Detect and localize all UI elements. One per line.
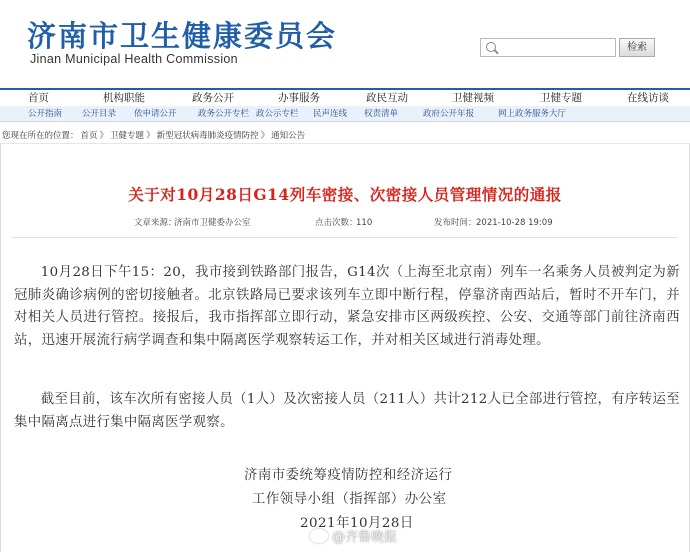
sub-nav-gov-column[interactable]: 政务公开专栏 [198,109,250,119]
search-button[interactable]: 检索 [619,38,655,57]
sub-nav [0,106,690,122]
breadcrumb-prefix: 您现在所在的位置： [2,131,79,141]
breadcrumb [0,128,690,144]
clicks-label: 点击次数： [315,218,358,228]
breadcrumb-separator: 》 [146,131,155,141]
site-title-english: Jinan Municipal Health Commission [30,52,238,66]
date-value: 2021-10-28 19:09 [476,218,553,228]
article-title: 关于对10月28日G14列车密接、次密接人员管理情况的通报 [128,185,562,204]
signature-date: 2021年10月28日 [300,516,414,531]
sub-nav-notice-column[interactable]: 政公示专栏 [256,109,299,119]
clicks-value: 110 [356,218,373,228]
signature-org-line1: 济南市委统筹疫情防控和经济运行 [244,468,453,483]
breadcrumb-topics[interactable]: 卫健专题 [110,131,145,141]
sub-nav-catalog[interactable]: 公开目录 [82,109,117,119]
breadcrumb-separator: 》 [99,131,109,141]
search-input[interactable] [480,38,616,57]
nav-item-interaction[interactable]: 政民互动 [366,92,408,104]
article-paragraph: 截至目前，该车次所有密接人员（1人）及次密接人员（211人）共计212人已全部进行管控，有序转运至集中隔离点进行集中隔离医学观察。 [14,392,680,430]
nav-item-services[interactable]: 办事服务 [278,92,320,104]
date-label: 发布时间： [434,218,477,228]
breadcrumb-home[interactable]: 首页 [80,131,98,141]
nav-item-institution[interactable]: 机构职能 [103,92,145,104]
sub-nav-guide[interactable]: 公开指南 [28,109,63,119]
main-nav [0,88,690,106]
search-icon [486,42,496,52]
watermark [310,526,397,545]
nav-item-gov-open[interactable]: 政务公开 [192,92,234,104]
sub-nav-annual-report[interactable]: 政府公开年报 [423,109,475,119]
sub-nav-hotline[interactable]: 民声连线 [313,109,348,119]
site-title[interactable]: 济南市卫生健康委员会 [27,19,338,53]
signature-org-line2: 工作领导小组（指挥部）办公室 [252,492,447,507]
sub-nav-responsibility[interactable]: 权责清单 [364,109,399,119]
nav-item-interviews[interactable]: 在线访谈 [627,92,669,104]
article-meta [0,215,690,231]
breadcrumb-covid[interactable]: 新型冠状病毒肺炎疫情防控 [156,131,259,141]
nav-item-topics[interactable]: 卫健专题 [540,92,582,104]
article-paragraph: 10月28日下午15：20，我市接到铁路部门报告，G14次（上海至北京南）列车一名乘务人员被判定为新冠肺炎确诊病例的密切接触者。北京铁路局已要求该列车立即中断行程，停靠济南西站后，暂时不开车门，并对相关人员进行管控。接报后，我市指挥部立即行动，紧急安排市区两级疾控、公安、交通等部门前往济南西站，迅速开展流行病学调查和集中隔离医学观察转运工作，并对相关区域进行消毒处理。 [14,265,680,348]
source-value: 济南市卫健委办公室 [174,218,251,228]
source-label: 文章来源： [134,218,177,228]
breadcrumb-notices[interactable]: 通知公告 [271,131,306,141]
weibo-icon [310,529,328,543]
sub-nav-service-hall[interactable]: 网上政务服务大厅 [498,109,567,119]
site-header [0,0,690,88]
breadcrumb-separator: 》 [260,131,270,141]
nav-item-video[interactable]: 卫健视频 [452,92,494,104]
sub-nav-application[interactable]: 依申请公开 [134,109,177,119]
nav-item-home[interactable]: 首页 [28,92,49,104]
divider [12,237,678,238]
watermark-text: @齐鲁晚报 [332,530,398,545]
